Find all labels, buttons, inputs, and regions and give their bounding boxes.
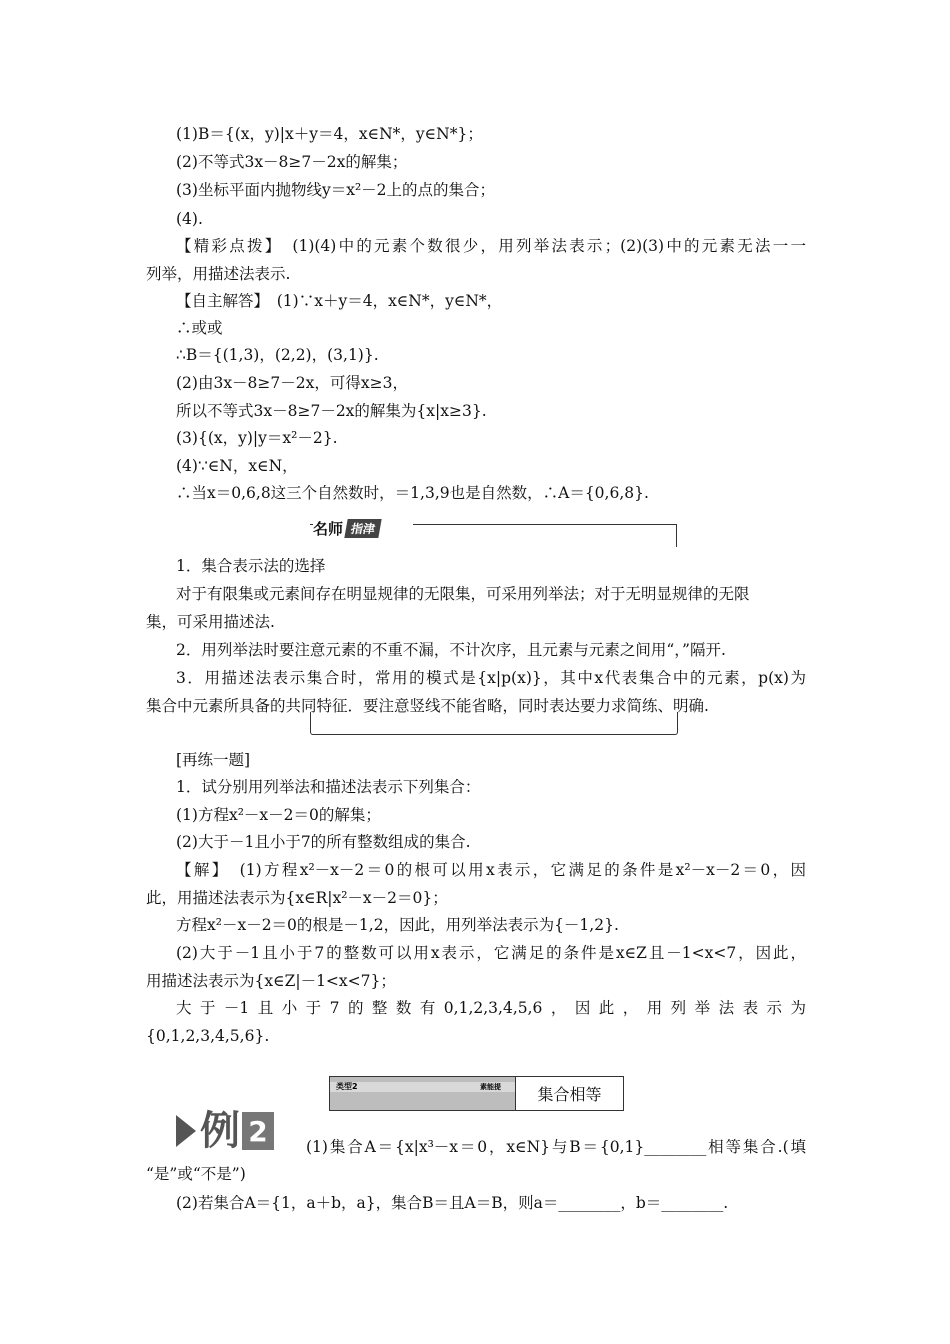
example-line: (2)若集合A＝{1，a＋b，a}，集合B＝且A＝B，则a＝________，b＝________.: [176, 1194, 729, 1212]
text-line: 列举，用描述法表示.: [146, 265, 291, 283]
practice-line: 用描述法表示为{x∈Z|－1<x<7}；: [146, 972, 396, 990]
tips-line: 2．用列举法时要注意元素的不重不漏，不计次序，且元素与元素之间用“，”隔开.: [176, 641, 726, 659]
text-line: 【自主解答】 (1)∵x＋y＝4，x∈N*，y∈N*，: [176, 292, 503, 310]
tips-badge-label: 名师: [313, 519, 344, 538]
example-line: (1)集合A＝{x|x³－x＝0，x∈N}与B＝{0,1}________相等集合.(填: [306, 1138, 806, 1156]
text-line: (4)∵∈N，x∈N，: [176, 457, 298, 475]
tips-line: 集，可采用描述法.: [146, 613, 275, 631]
practice-line: (2)大于－1且小于7的所有整数组成的集合.: [176, 833, 471, 851]
tips-line: 集合中元素所具备的共同特征．要注意竖线不能省略，同时表达要力求简练、明确.: [146, 697, 709, 715]
example-line: “是”或“不是”): [146, 1165, 246, 1183]
text-line: (3){(x，y)|y＝x²－2}.: [176, 429, 338, 447]
text-line: (4).: [176, 210, 203, 228]
text-line: (3)坐标平面内抛物线y＝x²－2上的点的集合；: [176, 181, 496, 199]
practice-line: {0,1,2,3,4,5,6}.: [146, 1027, 270, 1045]
type-header: [329, 1076, 624, 1111]
practice-line: [再练一题]: [176, 751, 251, 769]
tips-line: 3．用描述法表示集合时，常用的模式是{x|p(x)}，其中x代表集合中的元素，p(x)为: [176, 669, 806, 687]
example-arrow-icon: [176, 1115, 196, 1147]
tips-badge: [313, 517, 413, 539]
tips-badge-tag: 指津: [344, 519, 381, 538]
text-line: (2)由3x－8≥7－2x，可得x≥3，: [176, 374, 408, 392]
practice-line: 【解】 (1)方程x²－x－2＝0的根可以用x表示，它满足的条件是x²－x－2＝0，因: [176, 861, 806, 879]
tips-line: 对于有限集或元素间存在明显规律的无限集，可采用列举法；对于无明显规律的无限: [176, 585, 750, 603]
type-tag: 素能提: [480, 1083, 501, 1091]
text-line: (2)不等式3x－8≥7－2x的解集；: [176, 153, 408, 171]
type-title: 集合相等: [537, 1085, 602, 1104]
type-label: 类型2: [336, 1082, 358, 1091]
example-number: 2: [242, 1112, 274, 1150]
tips-box-bottom: [310, 712, 678, 735]
practice-line: 大于－1且小于7的整数有0,1,2,3,4,5,6，因此，用列举法表示为: [176, 999, 806, 1017]
text-line: ∴B＝{(1,3)，(2,2)，(3,1)}.: [176, 346, 379, 364]
tips-line: 1．集合表示法的选择: [176, 557, 326, 575]
text-line: (1)B＝{(x，y)|x＋y＝4，x∈N*，y∈N*}；: [176, 125, 483, 143]
practice-line: (1)方程x²－x－2＝0的解集；: [176, 806, 381, 824]
practice-line: 1．试分别用列举法和描述法表示下列集合：: [176, 778, 481, 796]
practice-line: 方程x²－x－2＝0的根是－1,2，因此，用列举法表示为{－1,2}.: [176, 916, 619, 934]
example-char: 例: [200, 1108, 240, 1154]
type-header-band: [330, 1077, 516, 1110]
practice-line: (2)大于－1且小于7的整数可以用x表示，它满足的条件是x∈Z且－1<x<7，因此，: [176, 944, 806, 962]
text-line: ∴当x＝0,6,8这三个自然数时，＝1,3,9也是自然数，∴A＝{0,6,8}.: [176, 484, 649, 502]
text-line: ∴或或: [176, 319, 223, 337]
example-marker: [176, 1108, 286, 1154]
practice-line: 此，用描述法表示为{x∈R|x²－x－2＝0}；: [146, 889, 448, 907]
text-line: 【精彩点拨】 (1)(4)中的元素个数很少，用列举法表示；(2)(3)中的元素无法一一: [176, 237, 806, 255]
text-line: 所以不等式3x－8≥7－2x的解集为{x|x≥3}.: [176, 402, 487, 420]
